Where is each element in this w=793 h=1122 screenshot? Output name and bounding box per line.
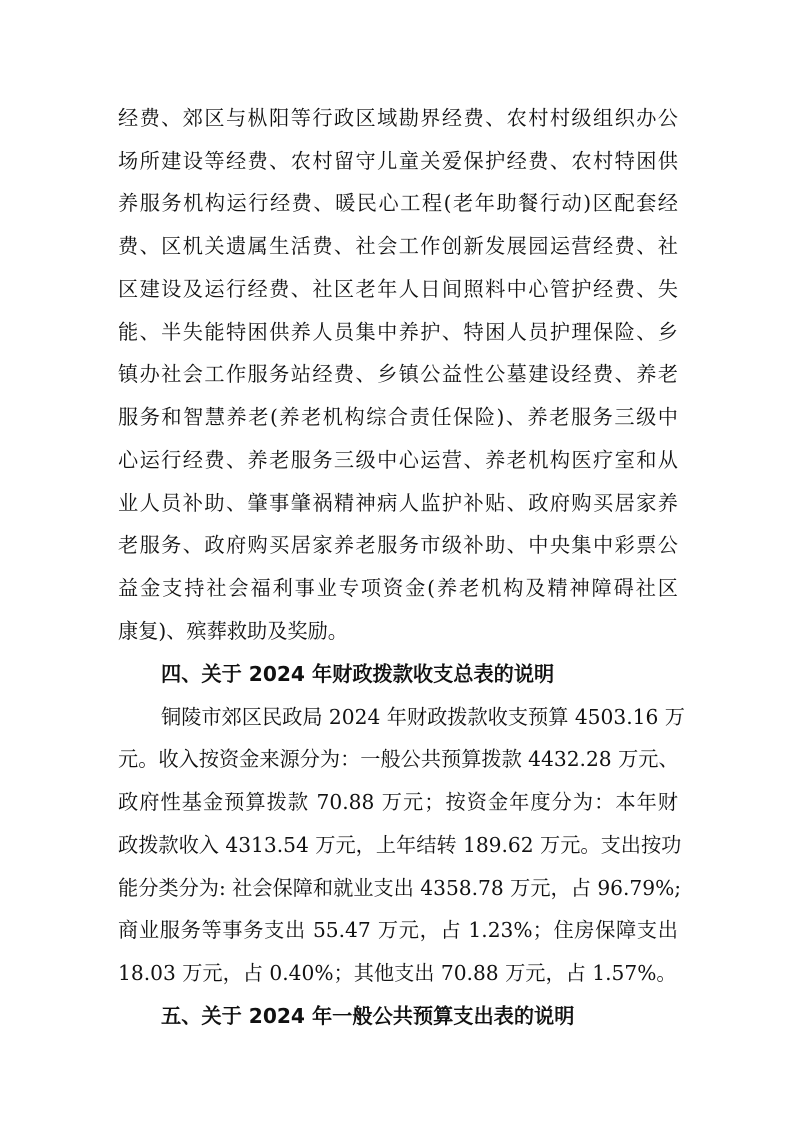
paragraph-line: 镇办社会工作服务站经费、乡镇公益性公墓建设经费、养老 xyxy=(118,362,678,386)
section-heading-5: 五、关于 2024 年一般公共预算支出表的说明 xyxy=(161,1004,575,1028)
paragraph-line: 养服务机构运行经费、暖民心工程(老年助餐行动)区配套经 xyxy=(118,191,678,215)
paragraph-line: 服务和智慧养老(养老机构综合责任保险)、养老服务三级中 xyxy=(118,405,678,429)
paragraph-line: 能分类分为: 社会保障和就业支出 4358.78 万元，占 96.79%; xyxy=(118,876,682,900)
paragraph-line: 业人员补助、肇事肇祸精神病人监护补贴、政府购买居家养 xyxy=(118,491,678,515)
paragraph-line: 18.03 万元，占 0.40%；其他支出 70.88 万元，占 1.57%。 xyxy=(118,961,677,985)
paragraph-line: 元。收入按资金来源分为：一般公共预算拨款 4432.28 万元、 xyxy=(118,747,679,771)
paragraph-line: 商业服务等事务支出 55.47 万元，占 1.23%；住房保障支出 xyxy=(118,918,678,942)
section-heading-4: 四、关于 2024 年财政拨款收支总表的说明 xyxy=(161,662,555,686)
paragraph-line: 铜陵市郊区民政局 2024 年财政拨款收支预算 4503.16 万 xyxy=(161,705,685,729)
paragraph-line: 康复)、殡葬救助及奖励。 xyxy=(118,619,348,643)
paragraph-line: 政府性基金预算拨款 70.88 万元；按资金年度分为：本年财 xyxy=(118,790,678,814)
paragraph-line: 老服务、政府购买居家养老服务市级补助、中央集中彩票公 xyxy=(118,533,678,557)
paragraph-line: 心运行经费、养老服务三级中心运营、养老机构医疗室和从 xyxy=(118,448,678,472)
paragraph-line: 场所建设等经费、农村留守儿童关爱保护经费、农村特困供 xyxy=(118,149,678,173)
paragraph-line: 政拨款收入 4313.54 万元，上年结转 189.62 万元。支出按功 xyxy=(118,833,682,857)
paragraph-line: 益金支持社会福利事业专项资金(养老机构及精神障碍社区 xyxy=(118,576,678,600)
paragraph-line: 能、半失能特困供养人员集中养护、特困人员护理保险、乡 xyxy=(118,320,678,344)
paragraph-line: 经费、郊区与枞阳等行政区域勘界经费、农村村级组织办公 xyxy=(118,106,678,130)
paragraph-line: 费、区机关遗属生活费、社会工作创新发展园运营经费、社 xyxy=(118,234,678,258)
paragraph-line: 区建设及运行经费、社区老年人日间照料中心管护经费、失 xyxy=(118,277,678,301)
